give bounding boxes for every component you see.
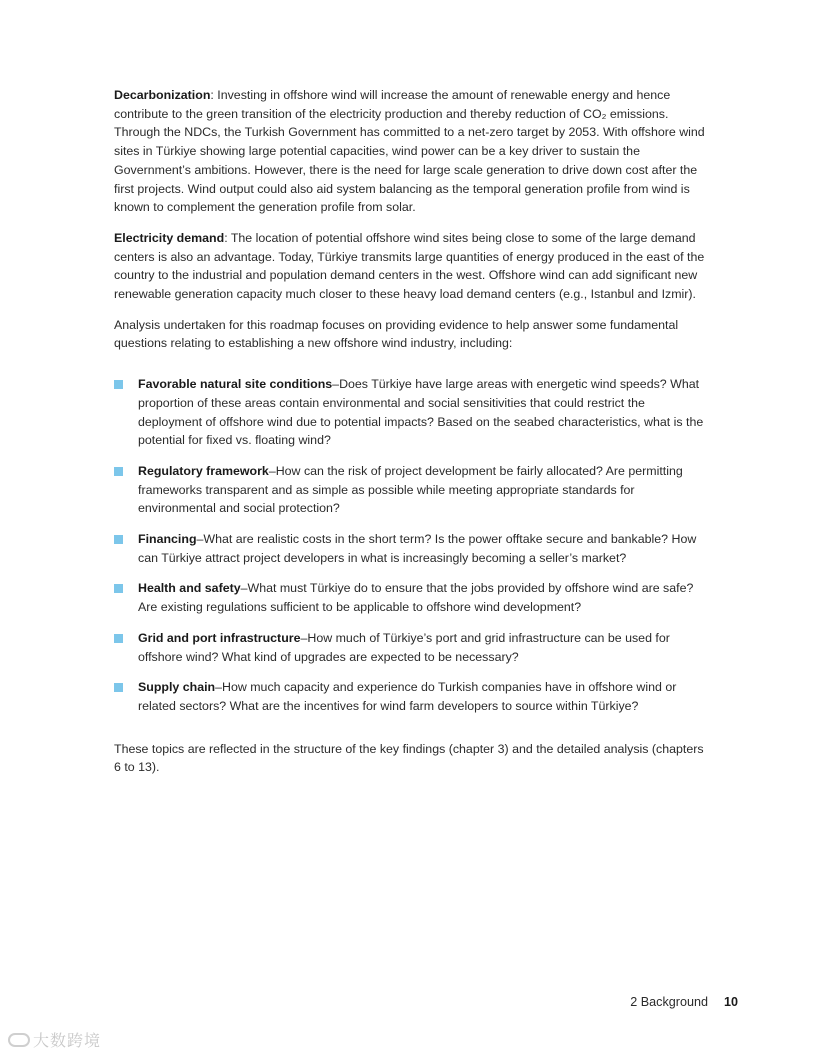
watermark <box>8 1028 101 1051</box>
page-content <box>114 86 706 789</box>
bullet-text: –How can the risk of project development be fairly allocated? Are permitting frameworks transparent and as simple as possible while meeting appropriate standards for environmental and social protection? <box>138 463 683 516</box>
bullet-text: –What must Türkiye do to ensure that the jobs provided by offshore wind are safe? Are existing regulations sufficient to be applicable to offshore wind development? <box>138 581 694 615</box>
bullet-text: –How much of Türkiye’s port and grid infrastructure can be used for offshore wind? What kind of upgrades are expected to be necessary? <box>138 630 670 664</box>
bullet-term: Financing <box>138 532 197 547</box>
list-item <box>114 375 706 450</box>
square-bullet-icon <box>114 634 123 643</box>
page-footer <box>630 995 738 1009</box>
paragraph-decarbonization <box>114 86 706 217</box>
list-item <box>114 462 706 518</box>
paragraph-intro: Analysis undertaken for this roadmap focuses on providing evidence to help answer some fundamental questions relating to establishing a new offshore wind industry, including: <box>114 317 679 351</box>
list-item <box>114 629 706 666</box>
list-item <box>114 579 706 616</box>
square-bullet-icon <box>114 467 123 476</box>
bullet-text: –What are realistic costs in the short term? Is the power offtake secure and bankable? How can Türkiye attract project developers in what is increasingly becoming a seller’s market? <box>138 532 697 565</box>
page-number: 10 <box>723 995 738 1009</box>
square-bullet-icon <box>114 380 123 389</box>
paragraph-electricity-demand <box>114 229 706 304</box>
bullet-term: Grid and port infrastructure <box>138 630 301 645</box>
square-bullet-icon <box>114 535 123 544</box>
bullet-term: Health and safety <box>138 581 241 596</box>
footer-section-label: 2 Background <box>630 995 708 1009</box>
bullet-text: –How much capacity and experience do Turkish companies have in offshore wind or related sectors? What are the incentives for wind farm developers to source within Türkiye? <box>138 680 677 713</box>
bullet-text: –Does Türkiye have large areas with energetic wind speeds? What proportion of these areas contain environmental and social sensitivities that could restrict the deployment of offshore wind due to potential impacts? Based on the seabed characteristics, what is the potential for fixed vs. floating wind? <box>138 377 704 448</box>
bullet-term: Favorable natural site conditions <box>138 377 333 392</box>
term-electricity-demand: Electricity demand <box>114 230 225 245</box>
watermark-logo-icon <box>8 1033 30 1047</box>
square-bullet-icon <box>114 683 123 692</box>
watermark-text: 大数跨境 <box>33 1033 102 1050</box>
bullet-term: Supply chain <box>138 680 216 695</box>
question-list <box>114 375 706 716</box>
bullet-term: Regulatory framework <box>138 463 269 478</box>
paragraph-closing: These topics are reflected in the structure of the key findings (chapter 3) and the detailed analysis (chapters 6 to 13). <box>114 741 704 775</box>
list-item <box>114 530 706 567</box>
paragraph-electricity-demand-text: : The location of potential offshore wind sites being close to some of the large demand centers is also an advantage. Today, Türkiye transmits large quantities of energy produced in the east of the country to the industrial and population demand centers in the west. Offshore wind can add significant new renewable generation capacity much closer to these heavy load demand centers (e.g., Istanbul and Izmir). <box>114 230 705 302</box>
square-bullet-icon <box>114 584 123 593</box>
paragraph-decarbonization-text: : Investing in offshore wind will increase the amount of renewable energy and hence contribute to the green transition of the electricity production and thereby reduction of CO₂ emissions. Through the NDCs, the Turkish Government has committed to a net-zero target by 2053. With offshore wind sites in Türkiye showing large potential capacities, wind power can be a key driver to sustain the Government’s ambitions. However, there is the need for large scale generation to drive down cost after the first projects. Wind output could also aid system balancing as the temporal generation profile from wind is known to complement the generation profile from solar. <box>114 88 705 215</box>
list-item <box>114 678 706 715</box>
term-decarbonization: Decarbonization <box>114 88 211 102</box>
